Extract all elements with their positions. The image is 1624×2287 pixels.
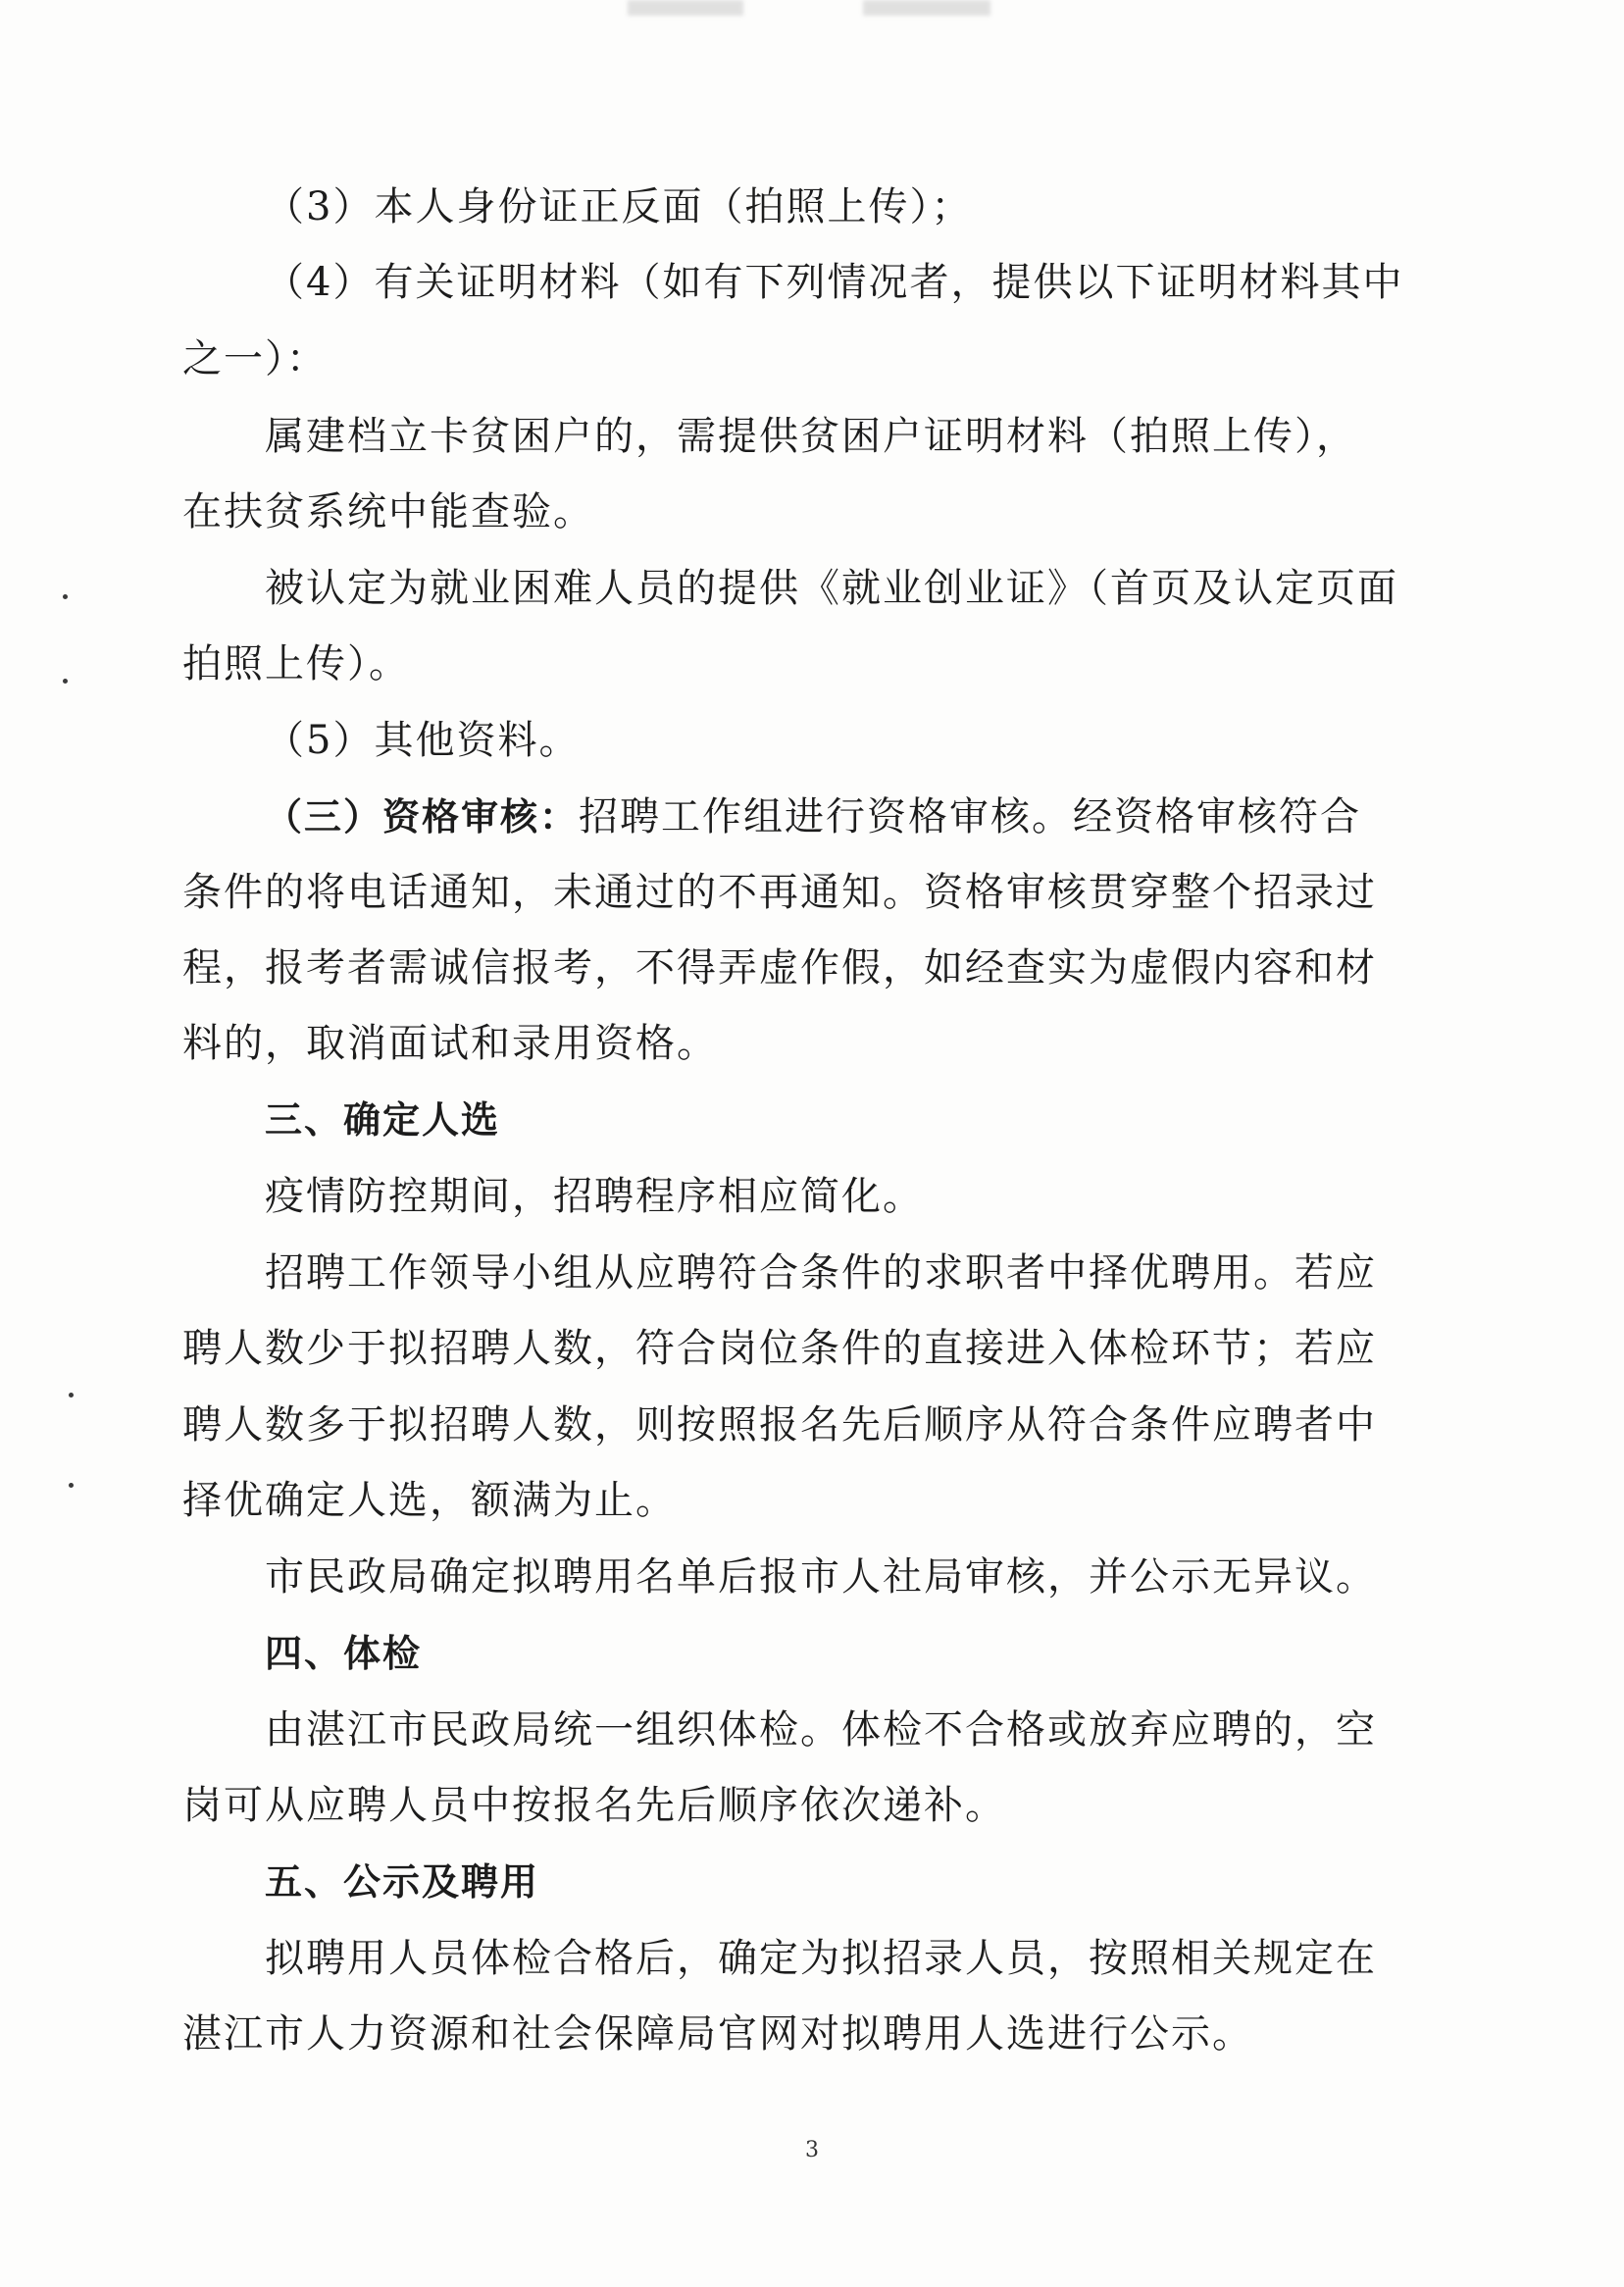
body-line: 之一）：	[182, 336, 328, 381]
body-line: 市民政局确定拟聘用名单后报市人社局审核，并公示无异议。	[265, 1554, 1377, 1600]
body-line: 料的，取消面试和录用资格。	[182, 1021, 718, 1066]
body-line: 被认定为就业困难人员的提供《就业创业证》（首页及认定页面	[265, 566, 1398, 611]
margin-mark	[63, 594, 68, 599]
margin-mark	[69, 1483, 74, 1488]
body-line: 拟聘用人员体检合格后，确定为拟招录人员，按照相关规定在	[265, 1936, 1377, 1981]
body-line: 择优确定人选，额满为止。	[182, 1478, 677, 1523]
scan-artifact	[863, 0, 990, 16]
body-line: 由湛江市民政局统一组织体检。体检不合格或放弃应聘的，空	[265, 1707, 1377, 1753]
body-line: 在扶贫系统中能查验。	[182, 489, 594, 534]
body-line: 疫情防控期间，招聘程序相应简化。	[265, 1174, 924, 1219]
body-line: 条件的将电话通知，未通过的不再通知。资格审核贯穿整个招录过	[182, 870, 1377, 915]
section-heading-5: 五、公示及聘用	[265, 1860, 540, 1904]
body-line: 湛江市人力资源和社会保障局官网对拟聘用人选进行公示。	[182, 2011, 1253, 2057]
body-line: 聘人数少于拟招聘人数，符合岗位条件的直接进入体检环节；若应	[182, 1326, 1377, 1371]
body-line: （4）有关证明材料（如有下列情况者，提供以下证明材料其中	[265, 260, 1404, 305]
qualification-heading: （三）资格审核：	[265, 795, 580, 839]
body-line: 属建档立卡贫困户的，需提供贫困户证明材料（拍照上传），	[265, 414, 1357, 459]
section-heading-3: 三、确定人选	[265, 1098, 501, 1142]
body-line: （3）本人身份证正反面（拍照上传）；	[265, 184, 973, 229]
section-heading-4: 四、体检	[265, 1632, 423, 1675]
page-number: 3	[805, 2138, 819, 2162]
margin-mark	[69, 1393, 74, 1398]
body-text: 招聘工作组进行资格审核。经资格审核符合	[579, 794, 1362, 839]
scan-artifact	[628, 0, 743, 16]
body-line: 岗可从应聘人员中按报名先后顺序依次递补。	[182, 1783, 1006, 1828]
body-line: 聘人数多于拟招聘人数，则按照报名先后顺序从符合条件应聘者中	[182, 1402, 1377, 1448]
qualification-paragraph	[265, 787, 1361, 847]
body-line: 招聘工作领导小组从应聘符合条件的求职者中择优聘用。若应	[265, 1250, 1377, 1296]
body-line: （5）其他资料。	[265, 718, 581, 763]
body-line: 程，报考者需诚信报考，不得弄虚作假，如经查实为虚假内容和材	[182, 945, 1377, 991]
body-line: 拍照上传）。	[182, 641, 410, 686]
margin-mark	[63, 679, 68, 684]
